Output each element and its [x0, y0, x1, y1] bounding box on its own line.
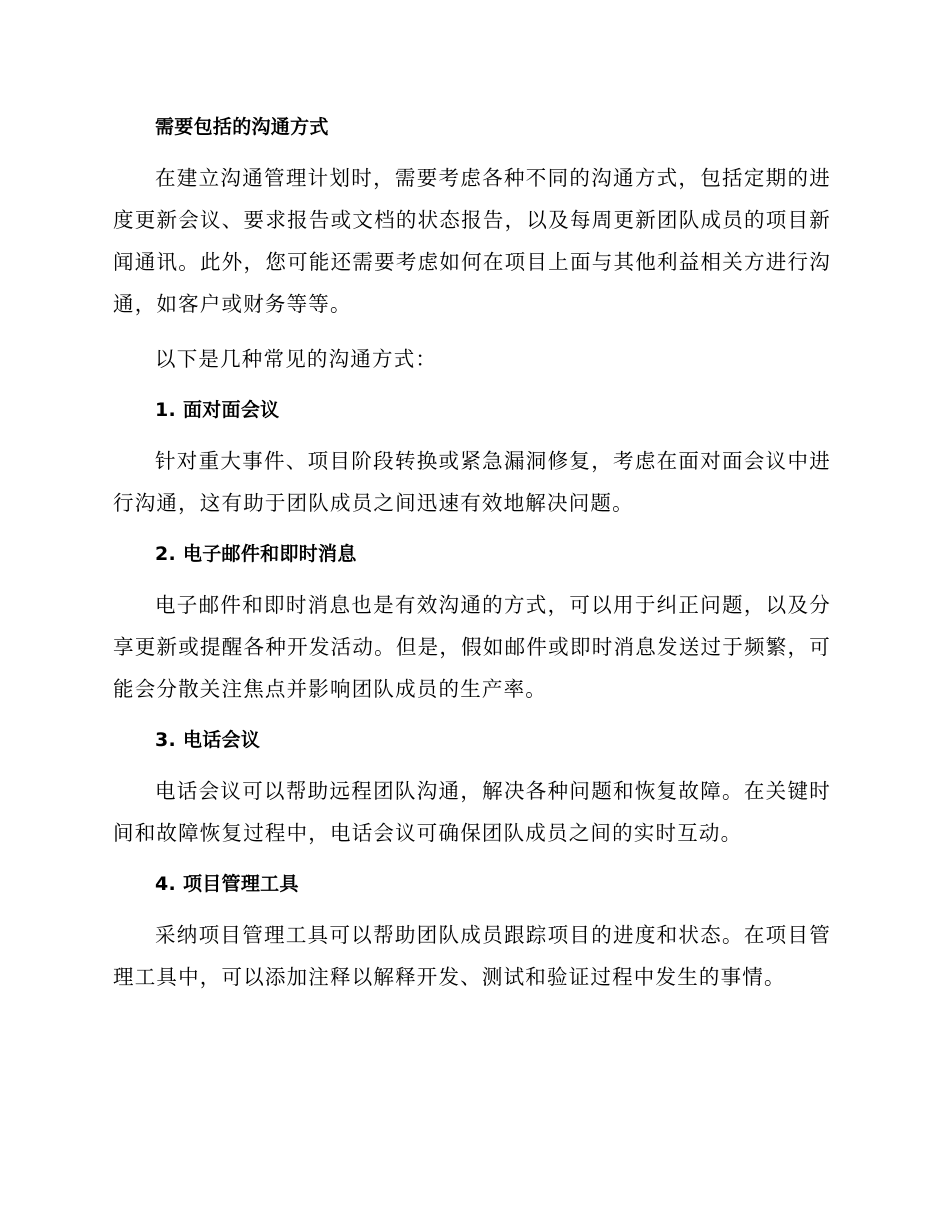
- item-heading-face-to-face: 1. 面对面会议: [155, 399, 280, 421]
- intro-paragraph: 在建立沟通管理计划时，需要考虑各种不同的沟通方式，包括定期的进度更新会议、要求报告或文档的状态报告，以及每周更新团队成员的项目新闻通讯。此外，您可能还需要考虑如何在项目上面与其他利益相关方进行沟通，如客户或财务等等。: [113, 166, 831, 316]
- item-body-conference-call: 电话会议可以帮助远程团队沟通，解决各种问题和恢复故障。在关键时间和故障恢复过程中，电话会议可确保团队成员之间的实时互动。: [113, 779, 831, 845]
- item-body-face-to-face: 针对重大事件、项目阶段转换或紧急漏洞修复，考虑在面对面会议中进行沟通，这有助于团队成员之间迅速有效地解决问题。: [113, 449, 831, 515]
- item-heading-pm-tools: 4. 项目管理工具: [155, 873, 299, 895]
- item-heading-conference-call: 3. 电话会议: [155, 729, 261, 751]
- document-body: [113, 110, 831, 1011]
- item-body-pm-tools: 采纳项目管理工具可以帮助团队成员跟踪项目的进度和状态。在项目管理工具中，可以添加注释以解释开发、测试和验证过程中发生的事情。: [113, 923, 831, 989]
- section-heading: 需要包括的沟通方式: [155, 116, 329, 138]
- item-body-email-im: 电子邮件和即时消息也是有效沟通的方式，可以用于纠正问题，以及分享更新或提醒各种开发活动。但是，假如邮件或即时消息发送过于频繁，可能会分散关注焦点并影响团队成员的生产率。: [113, 593, 831, 701]
- list-intro-paragraph: 以下是几种常见的沟通方式：: [155, 347, 438, 371]
- item-heading-email-im: 2. 电子邮件和即时消息: [155, 543, 357, 565]
